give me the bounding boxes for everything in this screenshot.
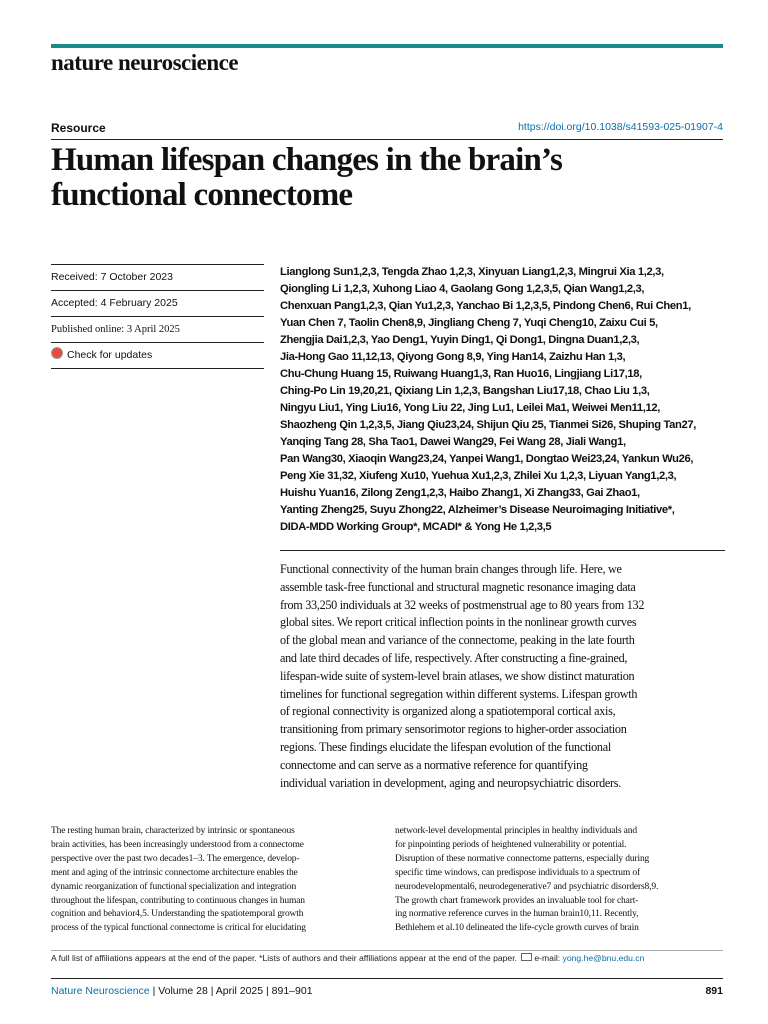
abstract-line: regions. These findings elucidate the lifespan evolution of the functional <box>280 739 611 754</box>
body-line: dynamic reorganization of functional specialization and integration <box>51 881 297 892</box>
body-line: Disruption of these normative connectome patterns, especially during <box>395 853 650 864</box>
body-line: perspective over the past two decades1–3. The emergence, develop- <box>51 853 300 864</box>
body-line: brain activities, has been increasingly understood from a connectome <box>51 839 304 850</box>
doi-link[interactable]: https://doi.org/10.1038/s41593-025-01907-4 <box>518 121 723 133</box>
footer-divider <box>51 978 723 979</box>
check-updates-label: Check for updates <box>67 349 153 361</box>
footer-volume: | Volume 28 | April 2025 | 891–901 <box>152 985 313 997</box>
abstract-line: and late third decades of life, respectively. After constructing a fine-grained, <box>280 650 628 665</box>
published-date: Published online: 3 April 2025 <box>51 316 264 342</box>
check-updates-button[interactable] <box>51 342 264 369</box>
author-line: Chenxuan Pang1,2,3, Qian Yu1,2,3, Yanchao Bi 1,2,3,5, Pindong Chen6, Rui Chen1, <box>280 300 691 312</box>
abstract-line: global sites. We report critical inflection points in the nonlinear growth curves <box>280 615 637 630</box>
author-line: Peng Xie 31,32, Xiufeng Xu10, Yuehua Xu1,2,3, Zhilei Xu 1,2,3, Liyuan Yang1,2,3, <box>280 470 677 482</box>
author-line: Yanting Zheng25, Suyu Zhong22, Alzheimer’s Disease Neuroimaging Initiative*, <box>280 504 675 516</box>
author-line: Yanqing Tang 28, Sha Tao1, Dawei Wang29, Fei Wang 28, Jiali Wang1, <box>280 436 626 448</box>
body-line: process of the typical functional connectome is critical for elucidating <box>51 923 306 934</box>
body-line: network-level developmental principles in healthy individuals and <box>395 826 637 836</box>
abstract-line: transitioning from primary sensorimotor regions to higher-order association <box>280 722 627 737</box>
abstract-line: connectome and can serve as a normative reference for quantifying <box>280 757 588 772</box>
article-title <box>51 143 723 213</box>
abstract-line: of the global mean and variance of the connectome, peaking in the late fourth <box>280 633 635 648</box>
body-line: throughout the lifespan, contributing to continuous changes in human <box>51 895 305 906</box>
page-number: 891 <box>705 985 723 997</box>
body-line: The growth chart framework provides an invaluable tool for chart- <box>395 895 639 906</box>
footnote-text: A full list of affiliations appears at the end of the paper. *Lists of authors and their affiliations appear at the end of the paper. <box>51 953 517 963</box>
author-line: Shaozheng Qin 1,2,3,5, Jiang Qiu23,24, Shijun Qiu 25, Tianmei Si26, Shuping Tan27, <box>280 419 697 431</box>
body-line: Bethlehem et al.10 delineated the life-cycle growth curves of brain <box>395 923 639 934</box>
body-line: The resting human brain, characterized by intrinsic or spontaneous <box>51 826 295 836</box>
author-list <box>280 264 725 536</box>
footer-journal-name: Nature Neuroscience <box>51 985 150 997</box>
article-meta <box>51 264 264 369</box>
author-line: Huishu Yuan16, Zilong Zeng1,2,3, Haibo Zhang1, Xi Zhang33, Gai Zhao1, <box>280 487 640 499</box>
author-line: Lianglong Sun1,2,3, Tengda Zhao 1,2,3, Xinyuan Liang1,2,3, Mingrui Xia 1,2,3, <box>280 266 664 278</box>
email-label: e-mail: <box>534 953 561 963</box>
abstract-divider <box>280 550 725 551</box>
abstract-line: of regional connectivity is organized along a spatiotemporal cortical axis, <box>280 704 616 719</box>
article-type: Resource <box>51 121 106 135</box>
author-line: DIDA-MDD Working Group*, MCADI* & Yong He 1,2,3,5 <box>280 521 552 533</box>
body-text-left-column <box>51 825 381 936</box>
body-line: cognition and behavior4,5. Understanding the spatiotemporal growth <box>51 909 304 920</box>
author-line: Jia-Hong Gao 11,12,13, Qiyong Gong 8,9, Ying Han14, Zaizhu Han 1,3, <box>280 351 626 363</box>
body-text-right-column <box>395 825 725 936</box>
affiliation-footnote <box>51 953 644 963</box>
check-updates-icon <box>51 347 63 359</box>
author-line: Zhengjia Dai1,2,3, Yao Deng1, Yuyin Ding1, Qi Dong1, Dingna Duan1,2,3, <box>280 334 640 346</box>
accepted-date: Accepted: 4 February 2025 <box>51 290 264 316</box>
author-line: Qiongling Li 1,2,3, Xuhong Liao 4, Gaolang Gong 1,2,3,5, Qian Wang1,2,3, <box>280 283 645 295</box>
author-line: Ching-Po Lin 19,20,21, Qixiang Lin 1,2,3, Bangshan Liu17,18, Chao Liu 1,3, <box>280 385 650 397</box>
received-date: Received: 7 October 2023 <box>51 264 264 290</box>
top-accent-bar <box>51 44 723 48</box>
envelope-icon <box>521 953 532 961</box>
abstract-line: from 33,250 individuals at 32 weeks of postmenstrual age to 80 years from 132 <box>280 597 645 612</box>
title-line: Human lifespan changes in the brain’s <box>51 142 563 178</box>
author-line: Chu-Chung Huang 15, Ruiwang Huang1,3, Ran Huo16, Lingjiang Li17,18, <box>280 368 642 380</box>
abstract-line: timelines for functional segregation within different systems. Lifespan growth <box>280 686 638 701</box>
body-line: specific time windows, can predispose individuals to a spectrum of <box>395 867 640 878</box>
journal-name: nature neuroscience <box>51 50 239 75</box>
abstract-line: individual variation in development, aging and neuropsychiatric disorders. <box>280 775 621 790</box>
body-line: neurodevelopmental6, neurodegenerative7 and psychiatric disorders8,9. <box>395 881 659 892</box>
header-divider <box>51 139 723 140</box>
abstract-line: assemble task-free functional and structural magnetic resonance imaging data <box>280 579 636 594</box>
footnote-divider <box>51 950 723 951</box>
title-line: functional connectome <box>51 177 353 213</box>
body-line: ment and aging of the intrinsic connectome architecture enables the <box>51 867 298 878</box>
author-line: Ningyu Liu1, Ying Liu16, Yong Liu 22, Jing Lu1, Leilei Ma1, Weiwei Men11,12, <box>280 402 660 414</box>
footer-citation <box>51 985 313 997</box>
author-email-link[interactable]: yong.he@bnu.edu.cn <box>562 953 645 963</box>
abstract-line: Functional connectivity of the human brain changes through life. Here, we <box>280 562 622 576</box>
abstract-line: lifespan-wide suite of system-level brain atlases, we show distinct maturation <box>280 668 635 683</box>
body-line: for pinpointing periods of heightened vulnerability or potential. <box>395 839 627 850</box>
abstract <box>280 561 725 792</box>
author-line: Yuan Chen 7, Taolin Chen8,9, Jingliang Cheng 7, Yuqi Cheng10, Zaixu Cui 5, <box>280 317 658 329</box>
author-line: Pan Wang30, Xiaoqin Wang23,24, Yanpei Wang1, Dongtao Wei23,24, Yankun Wu26, <box>280 453 694 465</box>
body-line: ing normative reference curves in the human brain10,11. Recently, <box>395 909 639 920</box>
